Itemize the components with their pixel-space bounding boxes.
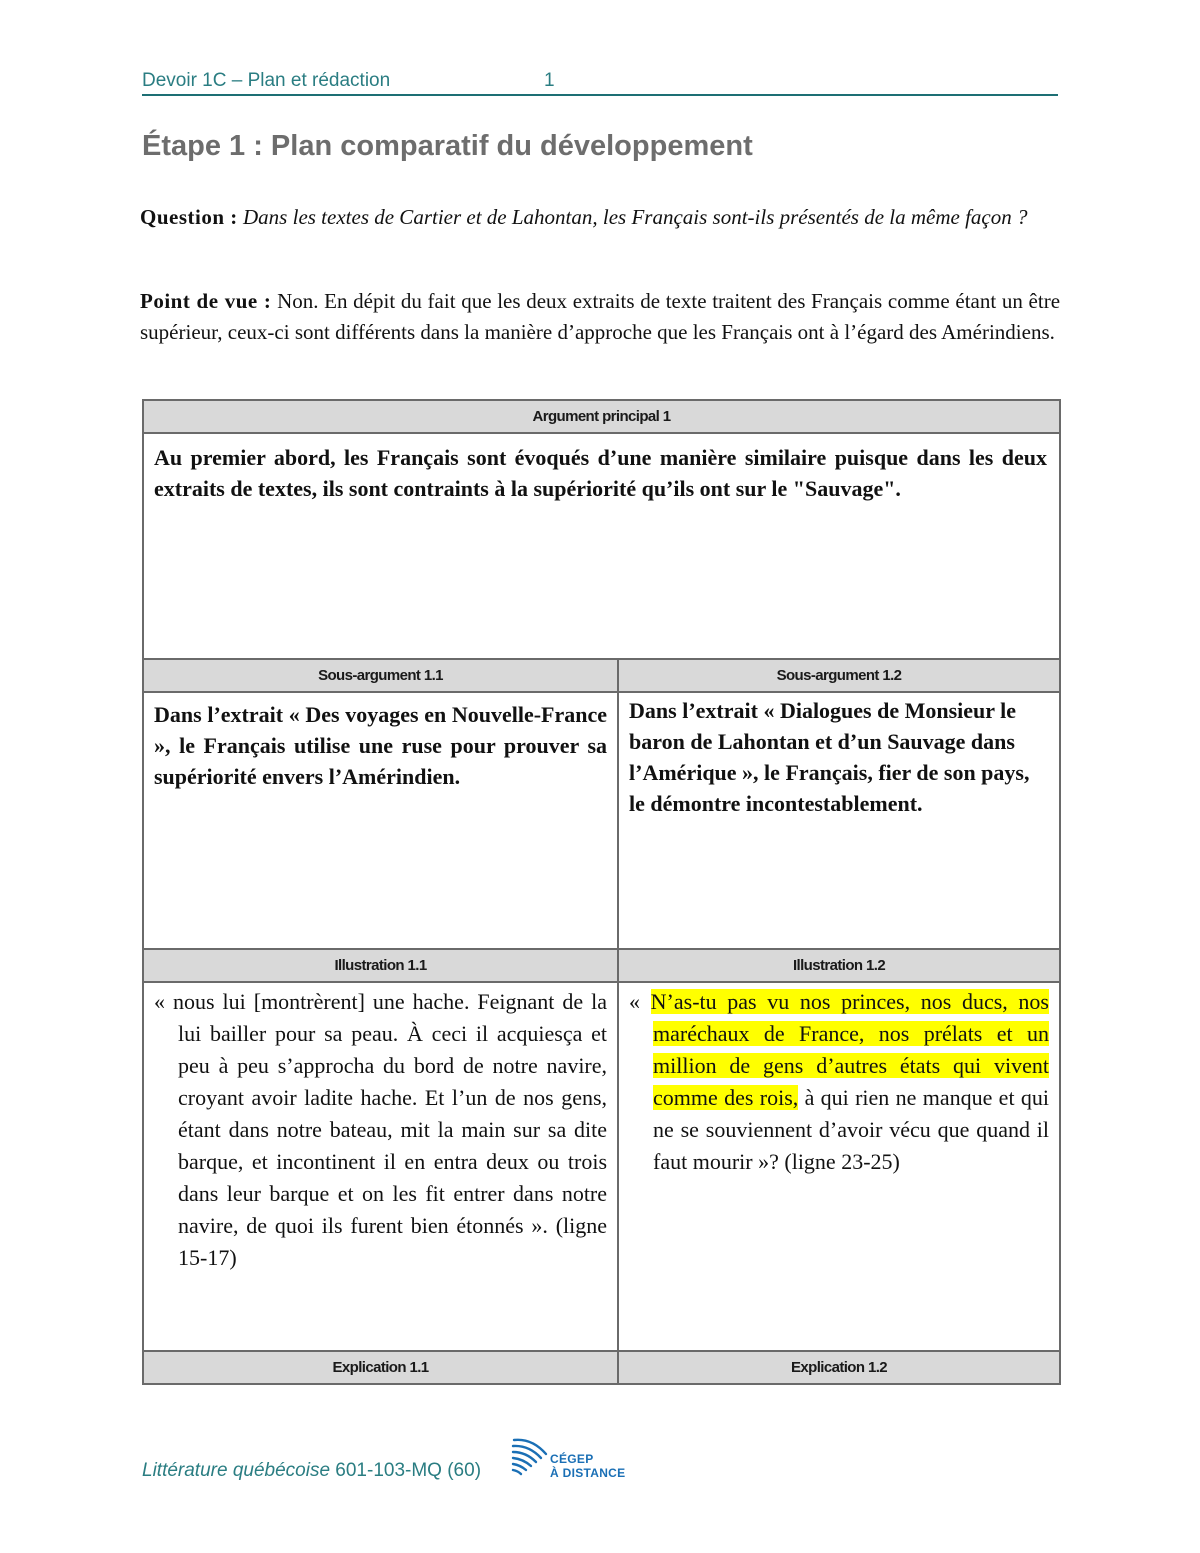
viewpoint-paragraph — [140, 286, 1060, 348]
illustration-body-row — [143, 982, 1060, 1351]
illustration-2-highlighted-text: N’as-tu pas vu nos princes, nos ducs, nos maréchaux de France, nos prélats et un million de gens d’autres états qui vivent comme des rois, — [650, 989, 1049, 1110]
header-title: Devoir 1C – Plan et rédaction — [142, 70, 391, 91]
footer-course-name: Littérature québécoise — [142, 1460, 331, 1481]
sub-argument-1-header: Sous-argument 1.1 — [143, 659, 618, 692]
page-footer — [142, 1460, 481, 1482]
illustration-2-text — [619, 983, 1059, 1178]
cegep-logo-icon — [510, 1432, 550, 1480]
viewpoint-text: Non. En dépit du fait que les deux extraits de texte traitent des Français comme étant un être supérieur, ceux-ci sont différents dans la manière d’approche que les Français ont à l’égard des Amérindiens. — [140, 289, 1061, 344]
header-page-number: 1 — [544, 70, 555, 91]
argument-cell — [143, 433, 1060, 659]
argument-header-row — [143, 400, 1060, 433]
viewpoint-label: Point de vue : — [140, 289, 272, 313]
illustration-2-rest-text: à qui rien ne manque et qui ne se souviennent d’avoir vécu que quand il faut mourir »? (ligne 23-25) — [653, 1085, 1049, 1174]
question-paragraph — [140, 202, 1060, 233]
explication-1-header: Explication 1.1 — [143, 1351, 618, 1384]
illustration-2-header: Illustration 1.2 — [618, 949, 1060, 982]
illustration-1-text: « nous lui [montrèrent] une hache. Feignant de la lui bailler pour sa peau. À ceci il acquiesça et peu à peu s’approcha du bord de notre navire, croyant avoir ladite hache. Et l’un de nos gens, étant dans notre bateau, mit la main sur sa dite barque, et incontinent il en entra deux ou trois dans leur barque et on les fit entrer dans notre navire, de quoi ils furent bien étonnés ». (ligne 15-17) — [154, 989, 608, 1270]
sub-argument-2-cell — [618, 692, 1060, 949]
sub-argument-1-text: Dans l’extrait « Des voyages en Nouvelle-France », le Français utilise une ruse pour prouver sa supériorité envers l’Amérindien. — [154, 702, 608, 789]
argument-text: Au premier abord, les Français sont évoqués d’une manière similaire puisque dans les deux extraits de textes, ils sont contraints à la supériorité qu’ils ont sur le "Sauvage". — [154, 445, 1047, 501]
cegep-logo — [510, 1432, 640, 1480]
illustration-2-cell — [618, 982, 1060, 1351]
illustration-header-row — [143, 949, 1060, 982]
sub-argument-2-header: Sous-argument 1.2 — [618, 659, 1060, 692]
logo-text-cegep: CÉGEP — [550, 1452, 594, 1466]
logo-text-a-distance: À DISTANCE — [550, 1466, 626, 1480]
illustration-1-header: Illustration 1.1 — [143, 949, 618, 982]
footer-course-code: 601-103-MQ (60) — [330, 1460, 482, 1481]
sub-argument-body-row — [143, 692, 1060, 949]
sub-argument-header-row — [143, 659, 1060, 692]
question-label: Question : — [140, 205, 238, 229]
plan-table — [142, 399, 1061, 1385]
sub-argument-1-cell — [143, 692, 618, 949]
page-title: Étape 1 : Plan comparatif du développement — [142, 130, 753, 162]
question-text: Dans les textes de Cartier et de Lahontan, les Français sont-ils présentés de la même façon ? — [243, 205, 1028, 229]
page-header — [142, 70, 1058, 96]
illustration-1-cell — [143, 982, 618, 1351]
argument-header: Argument principal 1 — [143, 400, 1060, 433]
sub-argument-2-text: Dans l’extrait « Dialogues de Monsieur le baron de Lahontan et d’un Sauvage dans l’Amérique », le Français, fier de son pays, le démontre incontestablement. — [629, 698, 1030, 816]
explication-2-header: Explication 1.2 — [618, 1351, 1060, 1384]
illustration-2-open-quote: « — [629, 989, 651, 1014]
argument-body-row — [143, 433, 1060, 659]
explication-header-row — [143, 1351, 1060, 1384]
